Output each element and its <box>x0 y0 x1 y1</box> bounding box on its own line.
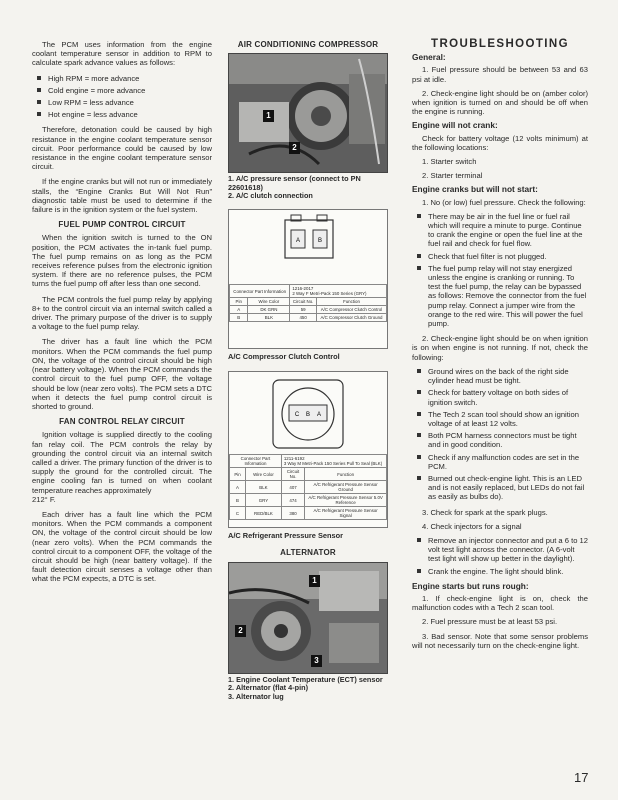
cell: GRY <box>246 494 282 507</box>
table-row <box>230 494 387 507</box>
cell: 450 <box>290 314 317 322</box>
ac-caption-1: 1. A/C pressure sensor (connect to PN 22601618) <box>228 174 361 192</box>
ac-compressor-photo <box>228 53 388 173</box>
nostart-heading: Engine cranks but will not start: <box>412 184 538 195</box>
list-item: The fuel pump relay will not stay energized unless the engine is cranking or running. To test the fuel pump, the relay can be bypassed as follows: Remove the connector from the fuel pump relay. Connect a jumper wire from the orange to the red wire. This will power the fuel pump. <box>412 264 588 328</box>
fuel-paragraph-2: The PCM controls the fuel pump relay by applying 8+ to the control circuit via an internal switch called a driver. The primary purpose of the driver is to supply a voltage to the fuel pump relay. <box>32 294 212 332</box>
pin-c-label: C <box>294 412 300 419</box>
right-column <box>412 40 588 655</box>
cell: DK GRN <box>248 306 290 314</box>
cell: RED/BLK <box>246 507 282 520</box>
fuel-paragraph-1: When the ignition switch is turned to the ON position, the PCM activates the in-tank fuel pump. The fuel pump remains on as long as the PCM receives reference pulses from the electronic ignition system. If there are no reference pulses, the PCM turns the fuel pump off after less than one second. <box>32 233 212 289</box>
cell: A/C Refrigerant Pressure Sensor Signal <box>305 507 387 520</box>
col-header: Circuit No. <box>281 468 304 481</box>
callout-3: 3 <box>311 655 322 667</box>
ac-compressor-illustration <box>229 54 388 172</box>
list-item: Low RPM = less advance <box>32 98 212 107</box>
troubleshooting-heading: TROUBLESHOOTING <box>431 38 569 50</box>
col-header: Function <box>316 298 386 306</box>
pin-a-label: A <box>295 237 301 244</box>
pin-a-label: A <box>316 412 322 419</box>
detonation-paragraph: Therefore, detonation could be caused by high resistance in the engine coolant temperature sensor circuit. Poor performance could be caused by low resistance in the engine coolant temperature sensor circuit. <box>32 125 212 172</box>
pressure-sensor-diagram <box>228 371 388 528</box>
page-number: 17 <box>574 770 589 785</box>
left-column <box>32 40 212 590</box>
middle-column <box>228 40 388 709</box>
alternator-photo <box>228 562 388 674</box>
part-info-label: Connector Part Information <box>230 285 290 298</box>
part-info-label: Connector Part Information <box>230 455 282 468</box>
list-item: Burned out check-engine light. This is an LED and is not easily replaced, but LEDs do not fail as easily as bulbs do). <box>412 474 588 502</box>
part-number: 1216-2017 <box>292 286 314 292</box>
clutch-table <box>229 284 387 322</box>
fuel-pump-heading: FUEL PUMP CONTROL CIRCUIT <box>58 220 186 230</box>
cell: B <box>230 494 246 507</box>
list-item: Check for battery voltage on both sides of ignition switch. <box>412 388 588 406</box>
table-row <box>230 306 387 314</box>
cell: BLK <box>248 314 290 322</box>
cell: B <box>230 314 248 322</box>
table-row <box>230 507 387 520</box>
part-description: 3 Way M Metri-Pack 150 Series Pull To Seal (BLK) <box>283 461 383 467</box>
clutch-connector-diagram <box>228 209 388 349</box>
callout-2: 2 <box>289 142 300 154</box>
table-row <box>230 481 387 494</box>
list-item: Ground wires on the back of the right side cylinder head must be tight. <box>412 367 588 385</box>
cell: 380 <box>281 507 304 520</box>
list-item: High RPM = more advance <box>32 74 212 83</box>
cell: A/C Refrigerant Pressure Sensor 5.0V Reference <box>305 494 387 507</box>
list-item: Crank the engine. The light should blink. <box>412 567 588 576</box>
part-description: 2 Way F Metri-Pack 150 Series (GRY) <box>292 291 367 297</box>
list-item: Hot engine = less advance <box>32 110 212 119</box>
part-info-cell <box>281 455 386 468</box>
general-heading: General: <box>412 52 446 63</box>
rough-3: 3. Bad sensor. Note that some sensor problems will not necessarily turn on the check-engine light. <box>412 631 588 650</box>
nostart-3: 3. Check for spark at the spark plugs. <box>422 507 548 517</box>
pressure-title: A/C Refrigerant Pressure Sensor <box>228 531 344 541</box>
cell: A/C Compressor Clutch Ground <box>316 314 386 322</box>
rough-1: 1. If check-engine light is on, check the malfunction codes with a Tech 2 scan tool. <box>412 593 588 613</box>
ac-compressor-heading: AIR CONDITIONING COMPRESSOR <box>237 40 379 49</box>
fan-paragraph-1: Ignition voltage is supplied directly to the cooling fan relay coil. The PCM controls the relay by grounding the control circuit via an internal switch called a driver. The primary function of the driver is to supply the ground for the controlled circuit. The engine cooling fan is turned on when coolant temperature reaches approximately <box>32 430 212 495</box>
nostart-4-list <box>412 536 588 576</box>
cell: A/C Compressor Clutch Control <box>316 306 386 314</box>
pin-b-label: B <box>317 237 323 244</box>
list-item: The Tech 2 scan tool should show an ignition voltage of at least 12 volts. <box>412 410 588 428</box>
list-item: Both PCM harness connectors must be tight and in good condition. <box>412 431 588 449</box>
general-2: 2. Check-engine light should be on (amber color) when ignition is turned on and should be off when the engine is running. <box>412 88 588 117</box>
col-header: Wire Color <box>246 468 282 481</box>
list-item: Check that fuel filter is not plugged. <box>412 252 588 261</box>
part-info-cell <box>290 285 387 298</box>
fan-relay-heading: FAN CONTROL RELAY CIRCUIT <box>59 417 185 427</box>
alternator-caption <box>228 676 388 702</box>
nostart-paragraph: If the engine cranks but will not run or immediately stalls, the “Engine Cranks But Will Not Run” diagnostic table must be used to determine if the failure is in the ignition system or the fuel system. <box>32 177 212 215</box>
nocrank-paragraph: Check for battery voltage (12 volts minimum) at the following locations: <box>412 133 588 152</box>
list-item: Check if any malfunction codes are set in the PCM. <box>412 453 588 471</box>
clutch-connector-illustration <box>229 210 387 282</box>
alt-caption-3: 3. Alternator lug <box>228 691 284 701</box>
list-item: Remove an injector connector and put a 6 to 12 volt test light across the connector. (A 6-volt test light will show up better in the daylight). <box>412 536 588 564</box>
alternator-heading: ALTERNATOR <box>280 548 336 558</box>
nostart-1: 1. No (or low) fuel pressure. Check the following: <box>422 197 586 207</box>
cell: C <box>230 507 246 520</box>
cell: 59 <box>290 306 317 314</box>
ac-caption-2: 2. A/C clutch connection <box>228 191 313 201</box>
pin-b-label: B <box>305 412 311 419</box>
nostart-4: 4. Check injectors for a signal <box>422 521 522 531</box>
fan-temp: 212° F. <box>32 494 56 504</box>
alt-caption-1: 1. Engine Coolant Temperature (ECT) sensor <box>228 674 383 684</box>
intro-paragraph: The PCM uses information from the engine coolant temperature sensor in addition to RPM to calculate spark advance values as follows: <box>32 40 212 68</box>
alt-caption-2: 2. Alternator (flat 4-pin) <box>228 683 308 693</box>
callout-2: 2 <box>235 625 246 637</box>
nostart-2: 2. Check-engine light should be on when ignition is on when engine is not running. If not, check the following: <box>412 334 588 362</box>
list-item: There may be air in the fuel line or fuel rail which will require a minute to purge. Continue to crank the engine or open the fuel line at the fuel rail and check for fuel flow. <box>412 212 588 249</box>
cell: A/C Refrigerant Pressure Sensor Ground <box>305 481 387 494</box>
nostart-1-list <box>412 212 588 328</box>
nocrank-2: 2. Starter terminal <box>422 171 483 181</box>
callout-1: 1 <box>309 575 320 587</box>
advance-list <box>32 74 212 120</box>
nocrank-heading: Engine will not crank: <box>412 120 498 131</box>
ac-caption <box>228 175 388 201</box>
table-row <box>230 314 387 322</box>
cell: 474 <box>281 494 304 507</box>
callout-1: 1 <box>263 110 274 122</box>
fan-paragraph-2: Each driver has a fault line which the PCM monitors. When the PCM commands a component ON, the voltage of the control circuit should be low (near zero volts). When the PCM commands the control circuit to a component OFF, the voltage of the circuit should be high (near battery voltage). If the fault detection circuit senses a voltage other than what the PCM expects, a DTC is set. <box>32 509 212 584</box>
part-number: 1211-6192 <box>283 456 305 462</box>
col-header: Function <box>305 468 387 481</box>
col-header: Pin <box>230 468 246 481</box>
clutch-title: A/C Compressor Clutch Control <box>228 351 340 361</box>
nostart-2-list <box>412 367 588 502</box>
cell: BLK <box>246 481 282 494</box>
general-1: 1. Fuel pressure should be between 53 and 63 psi at idle. <box>412 65 588 84</box>
pressure-table <box>229 454 387 520</box>
cell: A <box>230 481 246 494</box>
list-item: Cold engine = more advance <box>32 86 212 95</box>
nocrank-1: 1. Starter switch <box>422 157 477 167</box>
cell: 407 <box>281 481 304 494</box>
rough-heading: Engine starts but runs rough: <box>412 580 529 591</box>
rough-2: 2. Fuel pressure must be at least 53 psi. <box>422 617 558 627</box>
col-header: Pin <box>230 298 248 306</box>
cell: A <box>230 306 248 314</box>
pressure-sensor-illustration <box>229 372 387 452</box>
fuel-paragraph-3: The driver has a fault line which the PCM monitors. When the PCM commands the fuel pump ON, the voltage of the control circuit should be high (near battery voltage). When the PCM commands the control circuit to the fuel pump OFF, the voltage should be low (near zero volts). The PCM sets a DTC when it detects the fuel pump control circuit is shorted to ground. <box>32 337 212 411</box>
col-header: Wire Color <box>248 298 290 306</box>
col-header: Circuit No. <box>290 298 317 306</box>
